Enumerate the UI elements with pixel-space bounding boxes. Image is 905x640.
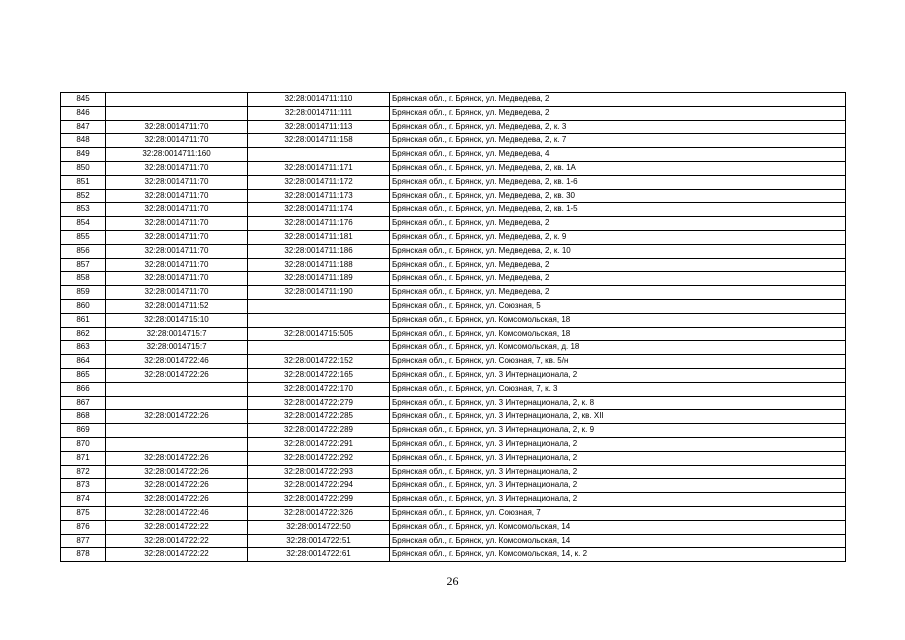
object-cadastral-number-cell: 32:28:0014722:299: [248, 493, 390, 507]
parcel-cadastral-number-cell: 32:28:0014722:26: [106, 368, 248, 382]
address-cell: Брянская обл., г. Брянск, ул. 3 Интернационала, 2: [390, 437, 846, 451]
parcel-cadastral-number-cell: [106, 424, 248, 438]
row-number-cell: 846: [61, 106, 106, 120]
table-row: [61, 382, 846, 396]
parcel-cadastral-number-cell: 32:28:0014715:7: [106, 327, 248, 341]
row-number-cell: 861: [61, 313, 106, 327]
row-number-cell: 877: [61, 534, 106, 548]
object-cadastral-number-cell: [248, 148, 390, 162]
address-cell: Брянская обл., г. Брянск, ул. Комсомольская, 14: [390, 534, 846, 548]
row-number-cell: 853: [61, 203, 106, 217]
address-cell: Брянская обл., г. Брянск, ул. Союзная, 7, к. 3: [390, 382, 846, 396]
object-cadastral-number-cell: [248, 299, 390, 313]
address-cell: Брянская обл., г. Брянск, ул. 3 Интернационала, 2, кв. XII: [390, 410, 846, 424]
parcel-cadastral-number-cell: 32:28:0014711:70: [106, 258, 248, 272]
object-cadastral-number-cell: 32:28:0014711:188: [248, 258, 390, 272]
table-row: [61, 148, 846, 162]
table-row: [61, 217, 846, 231]
object-cadastral-number-cell: 32:28:0014711:190: [248, 286, 390, 300]
row-number-cell: 866: [61, 382, 106, 396]
table-row: [61, 120, 846, 134]
table-row: [61, 451, 846, 465]
object-cadastral-number-cell: 32:28:0014711:189: [248, 272, 390, 286]
row-number-cell: 873: [61, 479, 106, 493]
address-cell: Брянская обл., г. Брянск, ул. Медведева, 2, к. 3: [390, 120, 846, 134]
parcel-cadastral-number-cell: 32:28:0014711:70: [106, 189, 248, 203]
row-number-cell: 851: [61, 175, 106, 189]
table-row: [61, 424, 846, 438]
row-number-cell: 875: [61, 506, 106, 520]
address-cell: Брянская обл., г. Брянск, ул. 3 Интернационала, 2: [390, 493, 846, 507]
address-cell: Брянская обл., г. Брянск, ул. Союзная, 7, кв. 5/н: [390, 355, 846, 369]
object-cadastral-number-cell: 32:28:0014722:152: [248, 355, 390, 369]
row-number-cell: 870: [61, 437, 106, 451]
parcel-cadastral-number-cell: [106, 382, 248, 396]
row-number-cell: 868: [61, 410, 106, 424]
object-cadastral-number-cell: 32:28:0014711:176: [248, 217, 390, 231]
table-row: [61, 272, 846, 286]
table-row: [61, 244, 846, 258]
address-cell: Брянская обл., г. Брянск, ул. Медведева, 2: [390, 272, 846, 286]
parcel-cadastral-number-cell: 32:28:0014711:160: [106, 148, 248, 162]
row-number-cell: 876: [61, 520, 106, 534]
parcel-cadastral-number-cell: 32:28:0014711:52: [106, 299, 248, 313]
table-row: [61, 161, 846, 175]
object-cadastral-number-cell: [248, 313, 390, 327]
table-row: [61, 106, 846, 120]
address-cell: Брянская обл., г. Брянск, ул. 3 Интернационала, 2, к. 9: [390, 424, 846, 438]
object-cadastral-number-cell: 32:28:0014711:172: [248, 175, 390, 189]
row-number-cell: 869: [61, 424, 106, 438]
object-cadastral-number-cell: 32:28:0014711:110: [248, 93, 390, 107]
address-cell: Брянская обл., г. Брянск, ул. Комсомольская, 18: [390, 327, 846, 341]
address-cell: Брянская обл., г. Брянск, ул. Медведева, 2, кв. 1-5: [390, 203, 846, 217]
row-number-cell: 855: [61, 230, 106, 244]
parcel-cadastral-number-cell: 32:28:0014711:70: [106, 120, 248, 134]
address-cell: Брянская обл., г. Брянск, ул. Медведева, 2, кв. 1-6: [390, 175, 846, 189]
row-number-cell: 872: [61, 465, 106, 479]
cadastral-table: [60, 92, 846, 562]
parcel-cadastral-number-cell: [106, 93, 248, 107]
object-cadastral-number-cell: 32:28:0014722:50: [248, 520, 390, 534]
address-cell: Брянская обл., г. Брянск, ул. Медведева, 2, к. 7: [390, 134, 846, 148]
parcel-cadastral-number-cell: [106, 437, 248, 451]
parcel-cadastral-number-cell: [106, 396, 248, 410]
table-row: [61, 534, 846, 548]
table-row: [61, 93, 846, 107]
row-number-cell: 860: [61, 299, 106, 313]
object-cadastral-number-cell: 32:28:0014722:51: [248, 534, 390, 548]
row-number-cell: 859: [61, 286, 106, 300]
table-row: [61, 299, 846, 313]
address-cell: Брянская обл., г. Брянск, ул. Комсомольская, 14: [390, 520, 846, 534]
address-cell: Брянская обл., г. Брянск, ул. Медведева, 2, к. 10: [390, 244, 846, 258]
row-number-cell: 849: [61, 148, 106, 162]
object-cadastral-number-cell: 32:28:0014722:165: [248, 368, 390, 382]
object-cadastral-number-cell: 32:28:0014722:279: [248, 396, 390, 410]
object-cadastral-number-cell: 32:28:0014722:294: [248, 479, 390, 493]
row-number-cell: 867: [61, 396, 106, 410]
table-row: [61, 410, 846, 424]
parcel-cadastral-number-cell: 32:28:0014711:70: [106, 272, 248, 286]
table-row: [61, 175, 846, 189]
table-row: [61, 203, 846, 217]
row-number-cell: 854: [61, 217, 106, 231]
table-row: [61, 230, 846, 244]
address-cell: Брянская обл., г. Брянск, ул. Медведева, 2, к. 9: [390, 230, 846, 244]
parcel-cadastral-number-cell: 32:28:0014711:70: [106, 134, 248, 148]
row-number-cell: 857: [61, 258, 106, 272]
address-cell: Брянская обл., г. Брянск, ул. 3 Интернационала, 2, к. 8: [390, 396, 846, 410]
parcel-cadastral-number-cell: 32:28:0014711:70: [106, 161, 248, 175]
row-number-cell: 856: [61, 244, 106, 258]
table-row: [61, 437, 846, 451]
table-row: [61, 341, 846, 355]
address-cell: Брянская обл., г. Брянск, ул. 3 Интернационала, 2: [390, 368, 846, 382]
table-row: [61, 313, 846, 327]
row-number-cell: 848: [61, 134, 106, 148]
table-row: [61, 327, 846, 341]
object-cadastral-number-cell: 32:28:0014711:173: [248, 189, 390, 203]
table-row: [61, 286, 846, 300]
parcel-cadastral-number-cell: 32:28:0014715:10: [106, 313, 248, 327]
address-cell: Брянская обл., г. Брянск, ул. Медведева, 2: [390, 93, 846, 107]
parcel-cadastral-number-cell: 32:28:0014711:70: [106, 217, 248, 231]
parcel-cadastral-number-cell: 32:28:0014722:22: [106, 534, 248, 548]
row-number-cell: 874: [61, 493, 106, 507]
object-cadastral-number-cell: 32:28:0014711:158: [248, 134, 390, 148]
row-number-cell: 878: [61, 548, 106, 562]
address-cell: Брянская обл., г. Брянск, ул. Медведева, 2: [390, 258, 846, 272]
row-number-cell: 863: [61, 341, 106, 355]
row-number-cell: 858: [61, 272, 106, 286]
object-cadastral-number-cell: 32:28:0014722:326: [248, 506, 390, 520]
address-cell: Брянская обл., г. Брянск, ул. Медведева, 2, кв. 1А: [390, 161, 846, 175]
parcel-cadastral-number-cell: [106, 106, 248, 120]
row-number-cell: 847: [61, 120, 106, 134]
object-cadastral-number-cell: 32:28:0014711:113: [248, 120, 390, 134]
parcel-cadastral-number-cell: 32:28:0014711:70: [106, 230, 248, 244]
table-row: [61, 479, 846, 493]
table-row: [61, 548, 846, 562]
object-cadastral-number-cell: [248, 341, 390, 355]
object-cadastral-number-cell: 32:28:0014722:291: [248, 437, 390, 451]
object-cadastral-number-cell: 32:28:0014722:292: [248, 451, 390, 465]
address-cell: Брянская обл., г. Брянск, ул. Медведева, 2: [390, 286, 846, 300]
address-cell: Брянская обл., г. Брянск, ул. 3 Интернационала, 2: [390, 479, 846, 493]
object-cadastral-number-cell: 32:28:0014722:285: [248, 410, 390, 424]
table-row: [61, 396, 846, 410]
table-row: [61, 506, 846, 520]
address-cell: Брянская обл., г. Брянск, ул. Комсомольская, 14, к. 2: [390, 548, 846, 562]
table-row: [61, 258, 846, 272]
parcel-cadastral-number-cell: 32:28:0014711:70: [106, 203, 248, 217]
address-cell: Брянская обл., г. Брянск, ул. Союзная, 7: [390, 506, 846, 520]
table-row: [61, 189, 846, 203]
address-cell: Брянская обл., г. Брянск, ул. Медведева, 2: [390, 217, 846, 231]
address-cell: Брянская обл., г. Брянск, ул. Медведева, 2, кв. 30: [390, 189, 846, 203]
object-cadastral-number-cell: 32:28:0014722:61: [248, 548, 390, 562]
parcel-cadastral-number-cell: 32:28:0014722:26: [106, 451, 248, 465]
row-number-cell: 862: [61, 327, 106, 341]
row-number-cell: 852: [61, 189, 106, 203]
parcel-cadastral-number-cell: 32:28:0014711:70: [106, 286, 248, 300]
parcel-cadastral-number-cell: 32:28:0014722:46: [106, 355, 248, 369]
row-number-cell: 865: [61, 368, 106, 382]
row-number-cell: 864: [61, 355, 106, 369]
address-cell: Брянская обл., г. Брянск, ул. 3 Интернационала, 2: [390, 465, 846, 479]
object-cadastral-number-cell: 32:28:0014722:293: [248, 465, 390, 479]
page-number: 26: [446, 574, 459, 588]
row-number-cell: 850: [61, 161, 106, 175]
address-cell: Брянская обл., г. Брянск, ул. Медведева, 2: [390, 106, 846, 120]
parcel-cadastral-number-cell: 32:28:0014711:70: [106, 244, 248, 258]
row-number-cell: 871: [61, 451, 106, 465]
address-cell: Брянская обл., г. Брянск, ул. Союзная, 5: [390, 299, 846, 313]
address-cell: Брянская обл., г. Брянск, ул. Комсомольская, 18: [390, 313, 846, 327]
parcel-cadastral-number-cell: 32:28:0014722:26: [106, 410, 248, 424]
parcel-cadastral-number-cell: 32:28:0014715:7: [106, 341, 248, 355]
row-number-cell: 845: [61, 93, 106, 107]
parcel-cadastral-number-cell: 32:28:0014722:26: [106, 479, 248, 493]
address-cell: Брянская обл., г. Брянск, ул. 3 Интернационала, 2: [390, 451, 846, 465]
table-row: [61, 493, 846, 507]
address-cell: Брянская обл., г. Брянск, ул. Комсомольская, д. 18: [390, 341, 846, 355]
parcel-cadastral-number-cell: 32:28:0014722:26: [106, 465, 248, 479]
object-cadastral-number-cell: 32:28:0014711:111: [248, 106, 390, 120]
parcel-cadastral-number-cell: 32:28:0014722:22: [106, 548, 248, 562]
table-row: [61, 134, 846, 148]
parcel-cadastral-number-cell: 32:28:0014711:70: [106, 175, 248, 189]
object-cadastral-number-cell: 32:28:0014711:181: [248, 230, 390, 244]
table-row: [61, 355, 846, 369]
object-cadastral-number-cell: 32:28:0014715:505: [248, 327, 390, 341]
table-row: [61, 368, 846, 382]
object-cadastral-number-cell: 32:28:0014722:289: [248, 424, 390, 438]
table-row: [61, 520, 846, 534]
address-cell: Брянская обл., г. Брянск, ул. Медведева, 4: [390, 148, 846, 162]
object-cadastral-number-cell: 32:28:0014711:174: [248, 203, 390, 217]
parcel-cadastral-number-cell: 32:28:0014722:22: [106, 520, 248, 534]
parcel-cadastral-number-cell: 32:28:0014722:26: [106, 493, 248, 507]
parcel-cadastral-number-cell: 32:28:0014722:46: [106, 506, 248, 520]
object-cadastral-number-cell: 32:28:0014722:170: [248, 382, 390, 396]
table-row: [61, 465, 846, 479]
object-cadastral-number-cell: 32:28:0014711:186: [248, 244, 390, 258]
object-cadastral-number-cell: 32:28:0014711:171: [248, 161, 390, 175]
cadastral-table-body: [61, 93, 846, 562]
